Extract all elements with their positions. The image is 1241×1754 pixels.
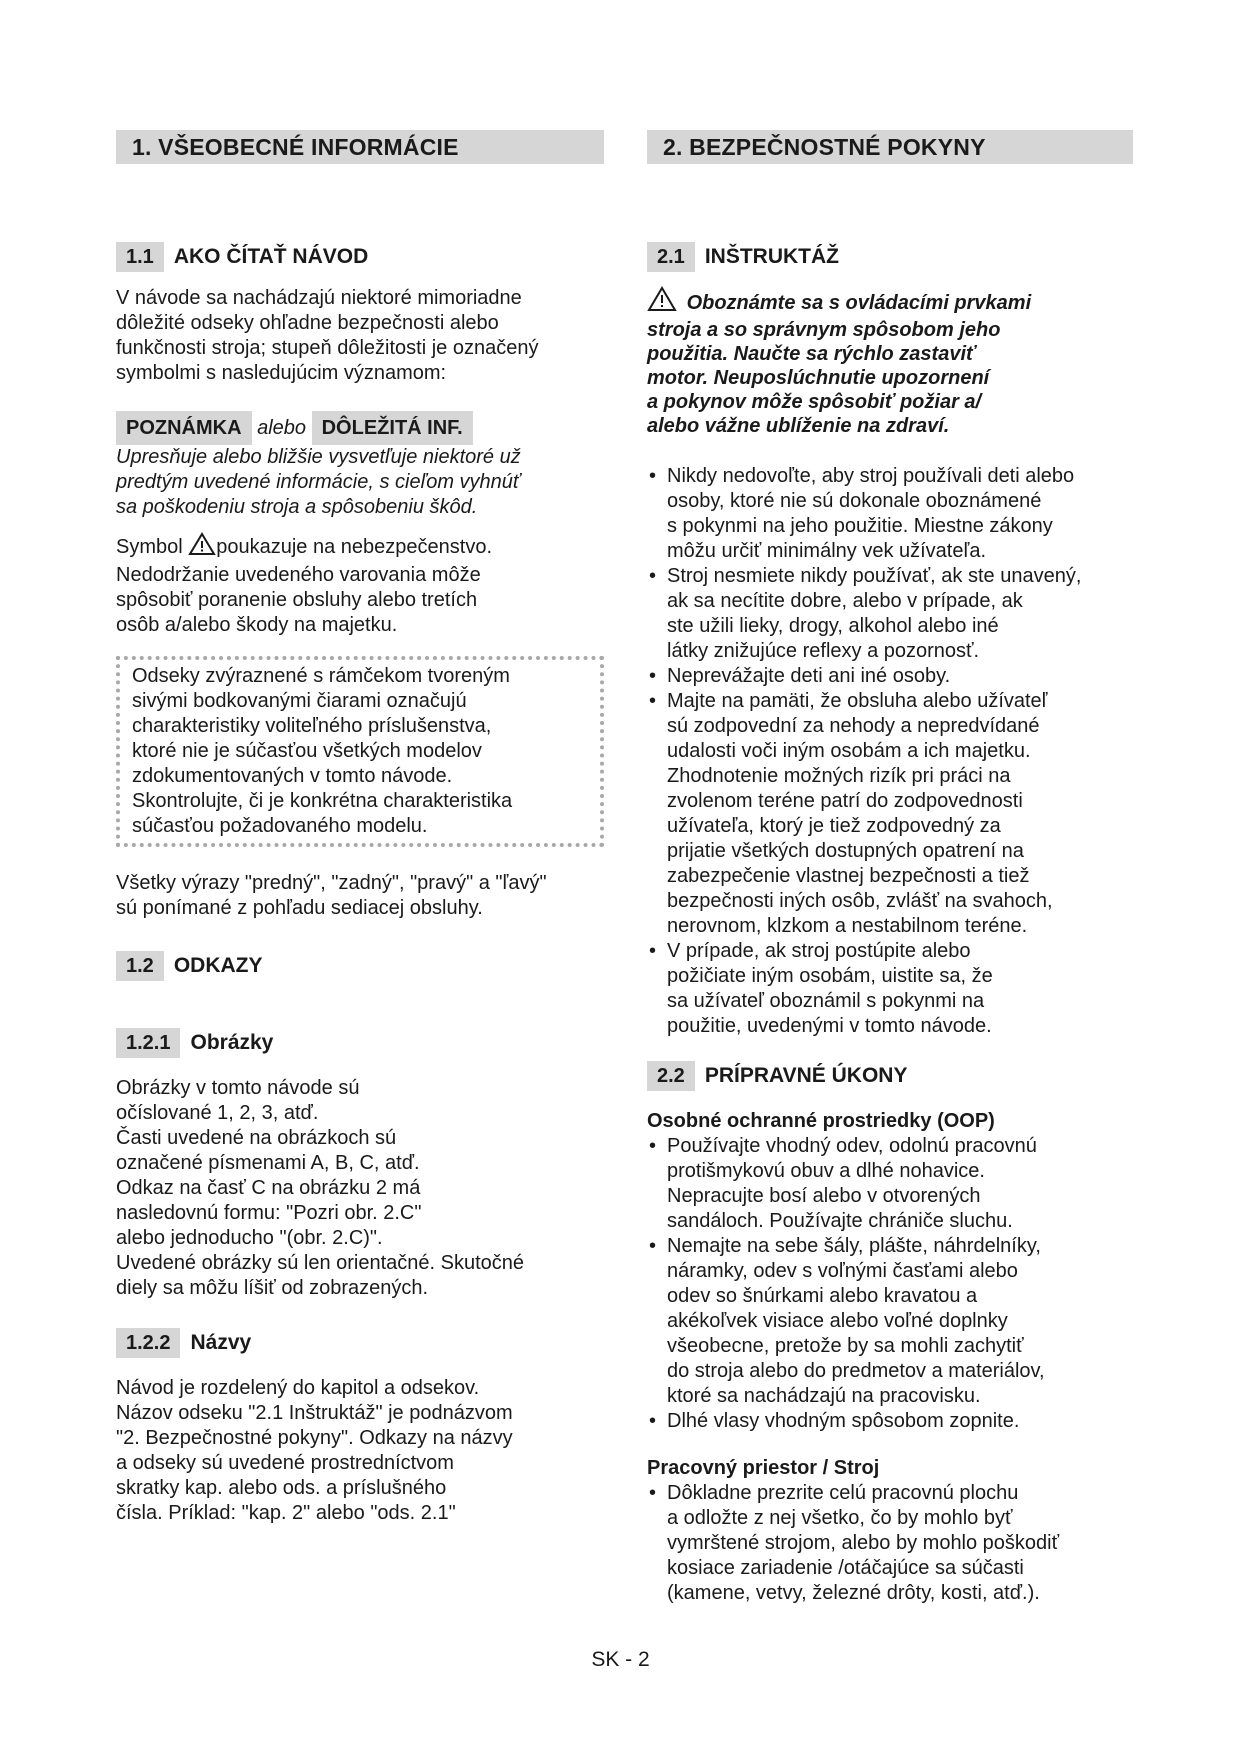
text-line: Časti uvedené na obrázkoch sú bbox=[116, 1127, 397, 1149]
text-line: Názov odseku "2.1 Inštruktáž" je podnázvom bbox=[116, 1402, 513, 1424]
text-line: Obrázky v tomto návode sú bbox=[116, 1077, 360, 1099]
page-number: SK - 2 bbox=[591, 1648, 650, 1671]
list-item: • Dlhé vlasy vhodným spôsobom zopnite. bbox=[647, 1409, 1133, 1434]
text-line: očíslované 1, 2, 3, atď. bbox=[116, 1102, 319, 1124]
section-1-2-2-heading bbox=[116, 1328, 604, 1358]
text-fragment: Oboznámte sa s ovládacími prvkami bbox=[686, 292, 1032, 314]
section-title: PRÍPRAVNÉ ÚKONY bbox=[704, 1064, 908, 1087]
text-line: osôb a/alebo škody na majetku. bbox=[116, 614, 398, 636]
text-line: a pokynov môže spôsobiť požiar a/ bbox=[647, 391, 982, 413]
text-line: Uvedené obrázky sú len orientačné. Skutočné bbox=[116, 1252, 525, 1274]
list-item: • Neprevážajte deti ani iné osoby. bbox=[647, 664, 1133, 689]
section-number: 2.2 bbox=[647, 1061, 695, 1091]
text-line: Všetky výrazy "predný", "zadný", "pravý" a "ľavý" bbox=[116, 872, 547, 894]
text-line: V návode sa nachádzajú niektoré mimoriadne bbox=[116, 287, 522, 309]
directions-paragraph bbox=[116, 871, 604, 921]
section-title: ODKAZY bbox=[173, 954, 263, 977]
text-line: Skontrolujte, či je konkrétna charakteristika bbox=[132, 790, 513, 812]
list-item: • Majte na pamäti, že obsluha alebo užívateľ sú zodpovední za nehody a nepredvídané udalosti voči iným osobám a ich majetku. Zhodnotenie možných rizík pri práci na zvolenom teréne patrí do zodpovednosti užívateľa, ktorý je tiež zodpovedný za prijatie všetkých dostupných opatrení na zabezpečenie vlastnej bezpečnosti a tiež bezpečnosti iných osôb, zvlášť na svahoch, nerovnom, klzkom a nestabilnom teréne. bbox=[647, 689, 1133, 939]
warning-triangle-icon bbox=[647, 286, 681, 318]
text-line: súčasťou požadovaného modelu. bbox=[132, 815, 428, 837]
symbol-paragraph bbox=[116, 532, 604, 638]
text-line: symbolmi s nasledujúcim významom: bbox=[116, 362, 447, 384]
workspace-subheading: Pracovný priestor / Stroj bbox=[647, 1457, 880, 1479]
list-item: • V prípade, ak stroj postúpite alebo požičiate iným osobám, uistite sa, že sa užívateľ oboznámil s pokynmi na použitie, uvedenými v tomto návode. bbox=[647, 939, 1133, 1039]
text-fragment: poukazuje na nebezpečenstvo. bbox=[216, 536, 493, 558]
text-line: funkčnosti stroja; stupeň dôležitosti je označený bbox=[116, 337, 539, 359]
left-column bbox=[116, 130, 604, 1526]
text-line: diely sa môžu líšiť od zobrazených. bbox=[116, 1277, 429, 1299]
text-line: Odkaz na časť C na obrázku 2 má bbox=[116, 1177, 421, 1199]
alebo-text: alebo bbox=[257, 417, 307, 439]
text-fragment: Symbol bbox=[116, 536, 189, 558]
right-column bbox=[647, 130, 1133, 1606]
text-line: alebo jednoducho "(obr. 2.C)". bbox=[116, 1227, 383, 1249]
text-line: skratky kap. alebo ods. a príslušného bbox=[116, 1477, 447, 1499]
text-line: Odseky zvýraznené s rámčekom tvoreným bbox=[132, 665, 510, 687]
text-line: označené písmenami A, B, C, atď. bbox=[116, 1152, 420, 1174]
figures-paragraph bbox=[116, 1076, 604, 1301]
text-line: sú ponímané z pohľadu sediacej obsluhy. bbox=[116, 897, 483, 919]
important-tag: DÔLEŽITÁ INF. bbox=[312, 411, 473, 445]
section-title: Obrázky bbox=[190, 1031, 274, 1054]
section-number: 1.2.1 bbox=[116, 1028, 180, 1058]
section-title: INŠTRUKTÁŽ bbox=[704, 245, 839, 268]
section-title: AKO ČÍTAŤ NÁVOD bbox=[173, 245, 369, 268]
section-2-heading: 2. BEZPEČNOSTNÉ POKYNY bbox=[647, 130, 1133, 164]
text-line: Návod je rozdelený do kapitol a odsekov. bbox=[116, 1377, 480, 1399]
optional-accessory-box bbox=[116, 656, 604, 847]
section-1-2-heading bbox=[116, 951, 604, 981]
warning-paragraph bbox=[647, 286, 1133, 438]
section-title: Názvy bbox=[190, 1331, 252, 1354]
list-item: • Nikdy nedovoľte, aby stroj používali deti alebo osoby, ktoré nie sú dokonale oboznámené s pokynmi na jeho použitie. Miestne zákony môžu určiť minimálny vek užívateľa. bbox=[647, 464, 1133, 564]
text-line: motor. Neuposlúchnutie upozornení bbox=[647, 367, 990, 389]
section-1-2-1-heading bbox=[116, 1028, 604, 1058]
text-line: spôsobiť poranenie obsluhy alebo tretích bbox=[116, 589, 478, 611]
text-line: stroja a so správnym spôsobom jeho bbox=[647, 319, 1001, 341]
text-line: a odseky sú uvedené prostredníctvom bbox=[116, 1452, 454, 1474]
text-line: zdokumentovaných v tomto návode. bbox=[132, 765, 453, 787]
section-1-heading: 1. VŠEOBECNÉ INFORMÁCIE bbox=[116, 130, 604, 164]
ppe-subheading: Osobné ochranné prostriedky (OOP) bbox=[647, 1110, 995, 1132]
text-line: charakteristiky voliteľného príslušenstva, bbox=[132, 715, 492, 737]
section-number: 1.1 bbox=[116, 242, 164, 272]
list-item: • Dôkladne prezrite celú pracovnú plochu a odložte z nej všetko, čo by mohlo byť vymrštené strojom, alebo by mohlo poškodiť kosiace zariadenie /otáčajúce sa súčasti (kamene, vetvy, železné drôty, kosti, atď.). bbox=[647, 1481, 1133, 1606]
text-line: sivými bodkovanými čiarami označujú bbox=[132, 690, 467, 712]
text-line: ktoré nie je súčasťou všetkých modelov bbox=[132, 740, 482, 762]
section-number: 1.2 bbox=[116, 951, 164, 981]
text-line: sa poškodeniu stroja a spôsobeniu škôd. bbox=[116, 496, 478, 518]
section-1-1-heading bbox=[116, 242, 604, 272]
workspace-bullet-list bbox=[647, 1481, 1133, 1606]
text-line: alebo vážne ublíženie na zdraví. bbox=[647, 415, 950, 437]
ppe-bullet-list bbox=[647, 1134, 1133, 1434]
section-number: 2.1 bbox=[647, 242, 695, 272]
text-line: predtým uvedené informácie, s cieľom vyhnúť bbox=[116, 471, 521, 493]
importance-tags bbox=[116, 411, 604, 445]
note-tag: POZNÁMKA bbox=[116, 411, 252, 445]
text-line: čísla. Príklad: "kap. 2" alebo "ods. 2.1" bbox=[116, 1502, 456, 1524]
text-line: Upresňuje alebo bližšie vysvetľuje niektoré už bbox=[116, 446, 521, 468]
names-paragraph bbox=[116, 1376, 604, 1526]
warning-triangle-icon bbox=[188, 532, 216, 563]
text-line: použitia. Naučte sa rýchlo zastaviť bbox=[647, 343, 976, 365]
section-2-1-heading bbox=[647, 242, 1133, 272]
text-line: dôležité odseky ohľadne bezpečnosti alebo bbox=[116, 312, 499, 334]
note-paragraph bbox=[116, 445, 604, 520]
text-line: Nedodržanie uvedeného varovania môže bbox=[116, 564, 481, 586]
list-item: • Nemajte na sebe šály, plášte, náhrdelníky, náramky, odev s voľnými časťami alebo odev so šnúrkami alebo kravatou a akékoľvek visiace alebo voľné doplnky všeobecne, pretože by sa mohli zachytiť do stroja alebo do predmetov a materiálov, ktoré sa nachádzajú na pracovisku. bbox=[647, 1234, 1133, 1409]
list-item: • Stroj nesmiete nikdy používať, ak ste unavený, ak sa necítite dobre, alebo v prípade, ak ste užili lieky, drogy, alkohol alebo iné látky znižujúce reflexy a pozornosť. bbox=[647, 564, 1133, 664]
list-item: • Používajte vhodný odev, odolnú pracovnú protišmykovú obuv a dlhé nohavice. Nepracujte bosí alebo v otvorených sandáloch. Používajte chrániče sluchu. bbox=[647, 1134, 1133, 1234]
text-line: nasledovnú formu: "Pozri obr. 2.C" bbox=[116, 1202, 422, 1224]
section-2-2-heading bbox=[647, 1061, 1133, 1091]
intro-paragraph bbox=[116, 286, 604, 386]
instruction-bullet-list bbox=[647, 464, 1133, 1039]
text-line: "2. Bezpečnostné pokyny". Odkazy na názvy bbox=[116, 1427, 513, 1449]
section-number: 1.2.2 bbox=[116, 1328, 180, 1358]
